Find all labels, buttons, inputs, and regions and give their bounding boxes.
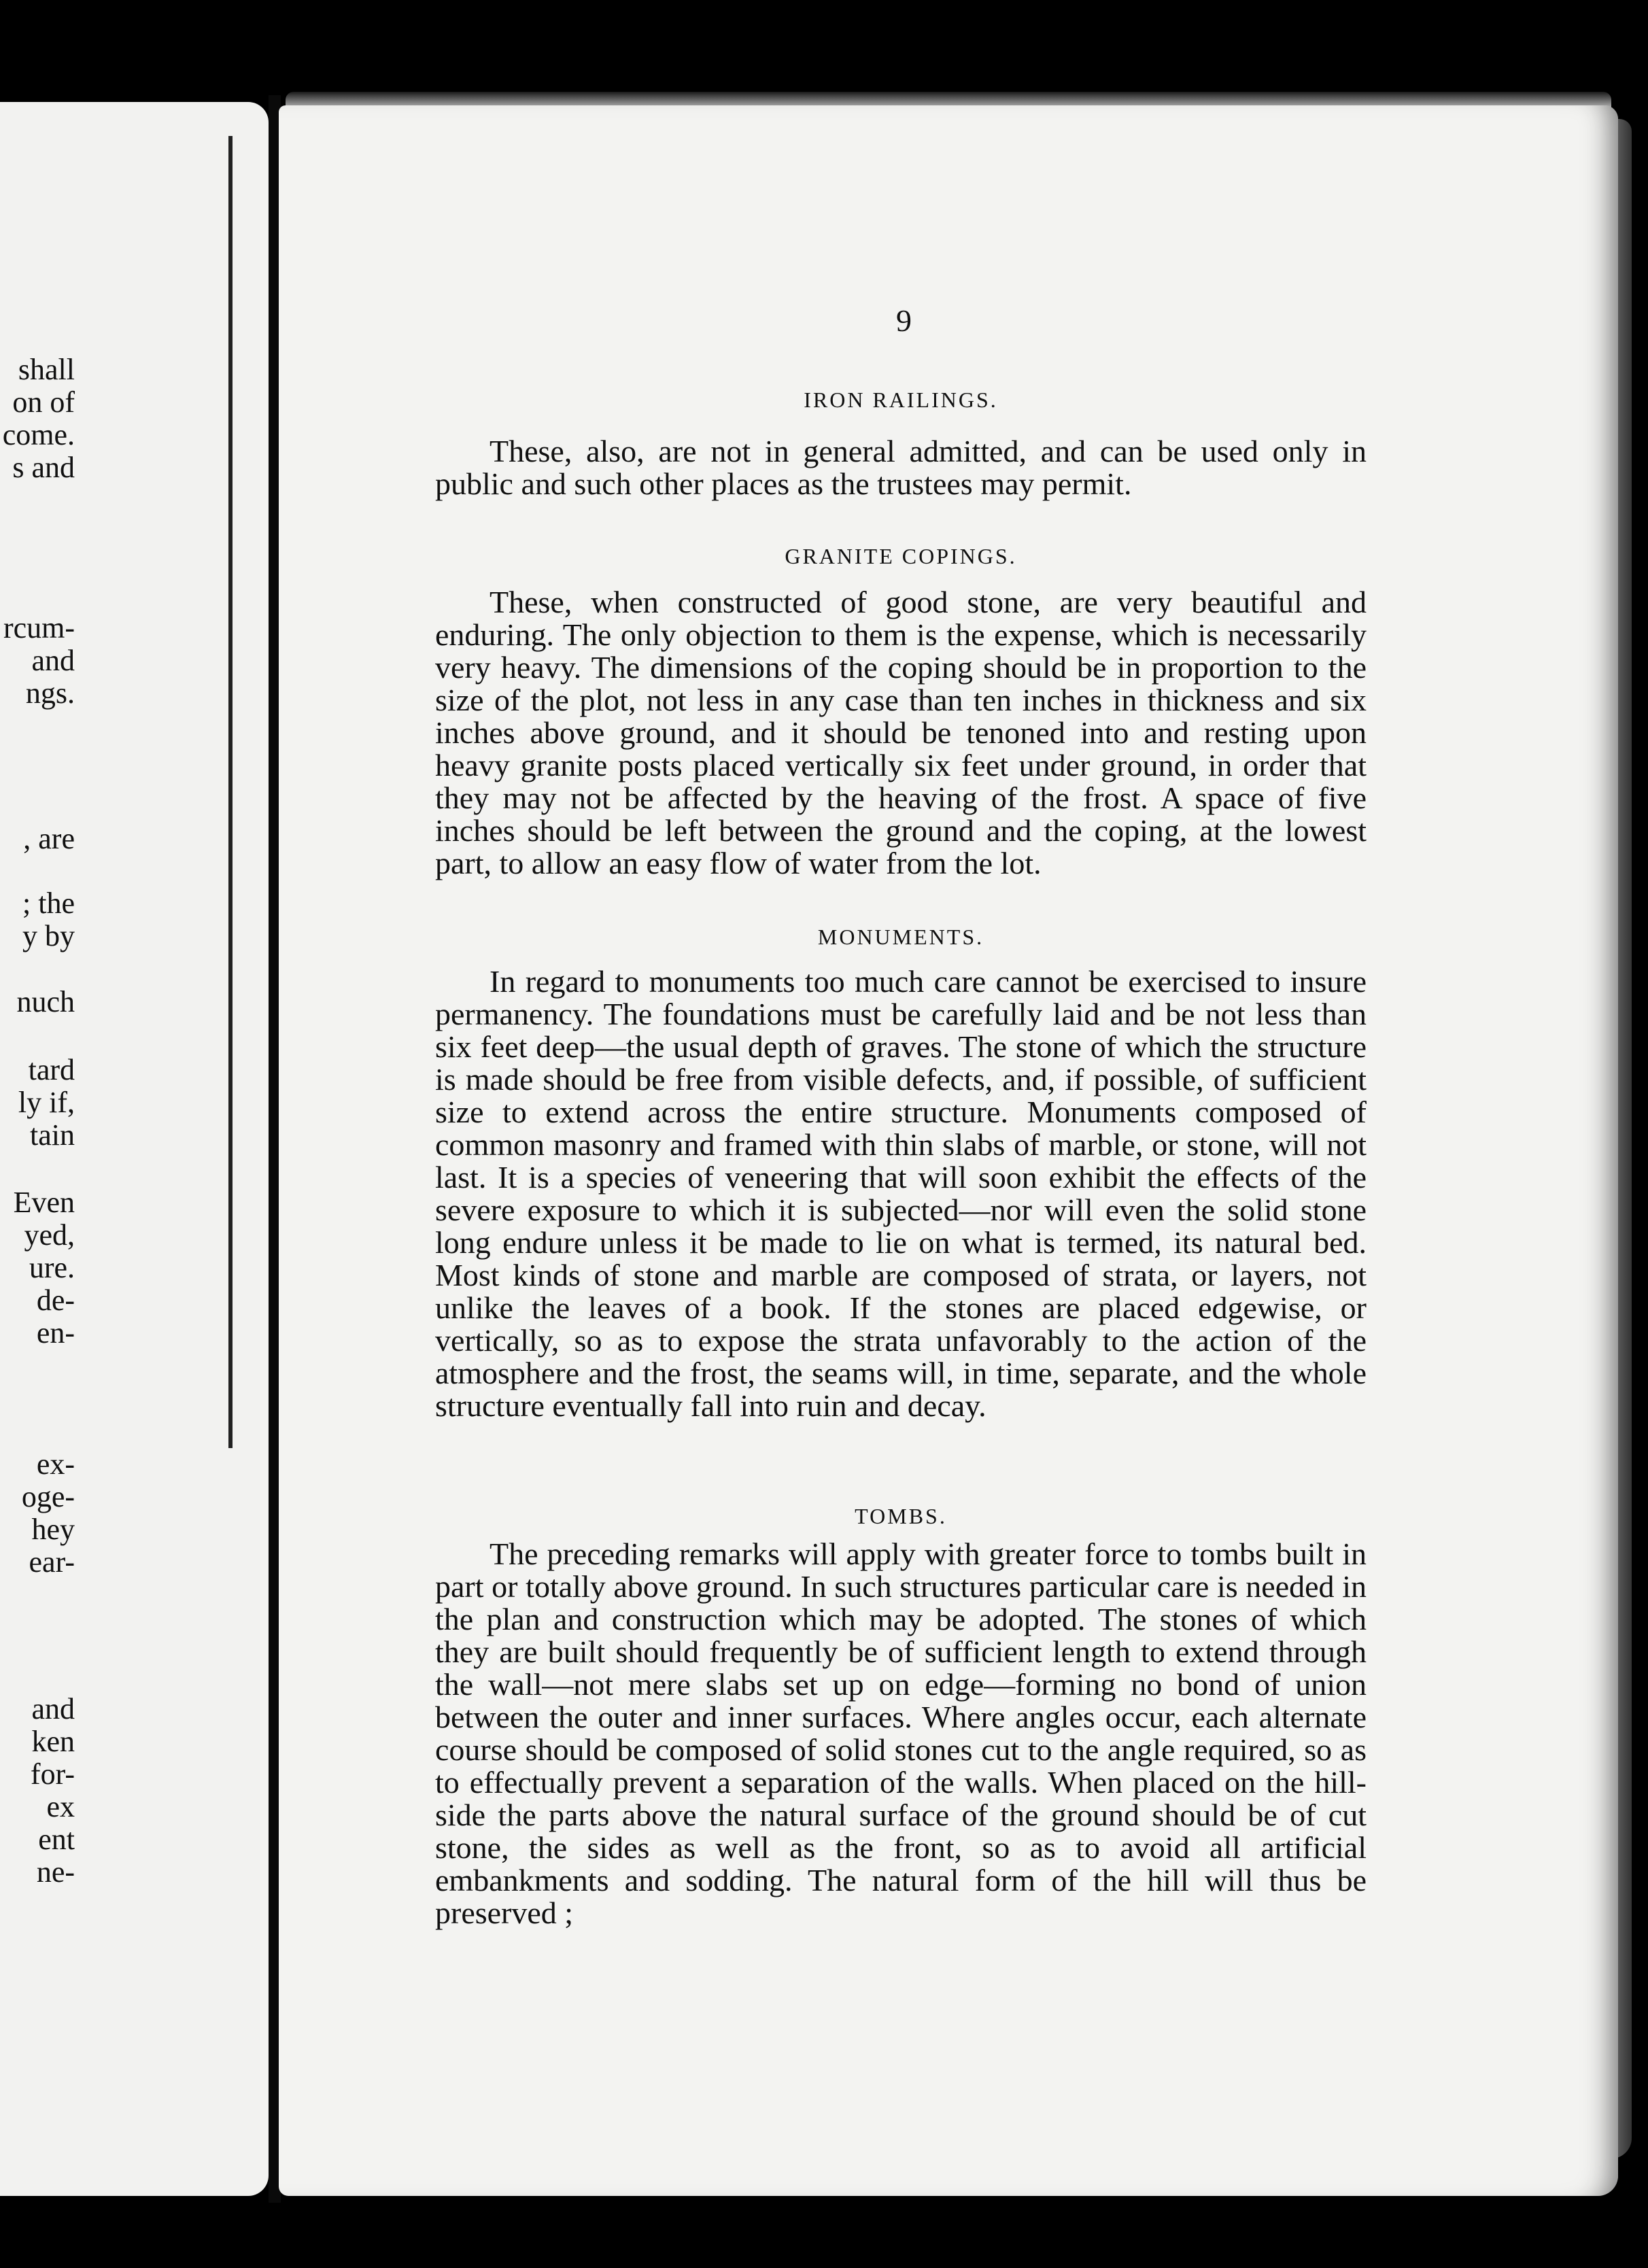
left-page-line: oge- <box>21 1480 75 1513</box>
page-number: 9 <box>896 303 912 338</box>
left-page-line: en- <box>36 1316 75 1350</box>
left-page-line: ear- <box>29 1545 75 1579</box>
left-page-line: , are <box>23 822 75 855</box>
section-heading: IRON RAILINGS. <box>804 388 998 412</box>
body-paragraph: The preceding remarks will apply with greater force to tombs built in part or totally above ground. In such structures particular care is needed in the plan and construction which may be adopted. The stones of which they are built should frequently be of sufficient length to extend through the wall—not mere slabs set up on edge—forming no bond of union between the outer and inner surfaces. Where angles occur, each alternate course should be composed of solid stones cut to the angle required, so as to effectually prevent a separation of the walls. When placed on the hill-side the parts above the natural surface of the ground should be of cut stone, the sides as well as the front, so as to avoid all artificial embankments and sodding. The natural form of the hill will thus be preserved ; <box>435 1536 1367 1930</box>
left-page-line: shall <box>18 353 75 386</box>
left-page-line: and <box>31 1692 75 1725</box>
left-page-line: ken <box>31 1725 75 1758</box>
left-page-line: tain <box>30 1118 75 1152</box>
left-page-line: Even <box>13 1186 75 1219</box>
left-page-line: ne- <box>36 1855 75 1889</box>
left-page-line: de- <box>36 1284 75 1317</box>
left-page-line: rcum- <box>3 611 75 645</box>
binding-wire <box>228 136 233 1448</box>
left-page-line: y by <box>22 919 75 952</box>
left-page-line: ; the <box>22 887 75 920</box>
left-page-line: and <box>31 644 75 677</box>
left-page-line: on of <box>12 385 75 419</box>
section-heading: TOMBS. <box>855 1504 947 1528</box>
body-paragraph: In regard to monuments too much care cannot be exercised to insure permanency. The foundations must be carefully laid and be not less than six feet deep—the usual depth of graves. The stone of which the structure is made should be free from visible defects, and, if possible, of sufficient size to extend across the entire structure. Monuments composed of common masonry and framed with thin slabs of marble, or stone, will not last. It is a species of veneering that will soon exhibit the effects of the severe exposure to which it is subjected—nor will even the solid stone long endure unless it be made to lie on what is termed, its natural bed. Most kinds of stone and marble are composed of strata, or layers, not unlike the leaves of a book. If the stones are placed edgewise, or vertically, so as to expose the strata unfavorably to the action of the atmosphere and the frost, the seams will, in time, separate, and the whole structure eventually fall into ruin and decay. <box>435 964 1367 1423</box>
section-heading: GRANITE COPINGS. <box>785 544 1017 568</box>
left-page-line: nuch <box>16 985 75 1018</box>
left-page-line: ex <box>46 1790 75 1823</box>
left-page-line: come. <box>2 418 75 451</box>
left-page-line: tard <box>28 1053 75 1086</box>
body-paragraph: These, also, are not in general admitted, and can be used only in public and such other places as the trustees may permit. <box>435 434 1367 501</box>
body-paragraph: These, when constructed of good stone, are very beautiful and enduring. The only objection to them is the expense, which is necessarily very heavy. The dimensions of the coping should be in proportion to the size of the plot, not less in any case than ten inches in thickness and six inches above ground, and it should be tenoned into and resting upon heavy granite posts placed vertically six feet under ground, in order that they may not be affected by the heaving of the frost. A space of five inches should be left between the ground and the coping, at the lowest part, to allow an easy flow of water from the lot. <box>435 585 1367 880</box>
left-page-line: yed, <box>24 1218 75 1252</box>
left-page-line: ex- <box>36 1447 75 1481</box>
left-page-line: ure. <box>29 1251 75 1284</box>
left-page-line: ngs. <box>25 676 75 710</box>
section-heading: MONUMENTS. <box>817 925 984 949</box>
left-page-line: s and <box>12 451 75 484</box>
left-page-line: for- <box>30 1757 75 1791</box>
left-page-line: ly if, <box>18 1086 75 1119</box>
left-page-line: ent <box>38 1823 75 1856</box>
left-page-line: hey <box>31 1513 75 1546</box>
